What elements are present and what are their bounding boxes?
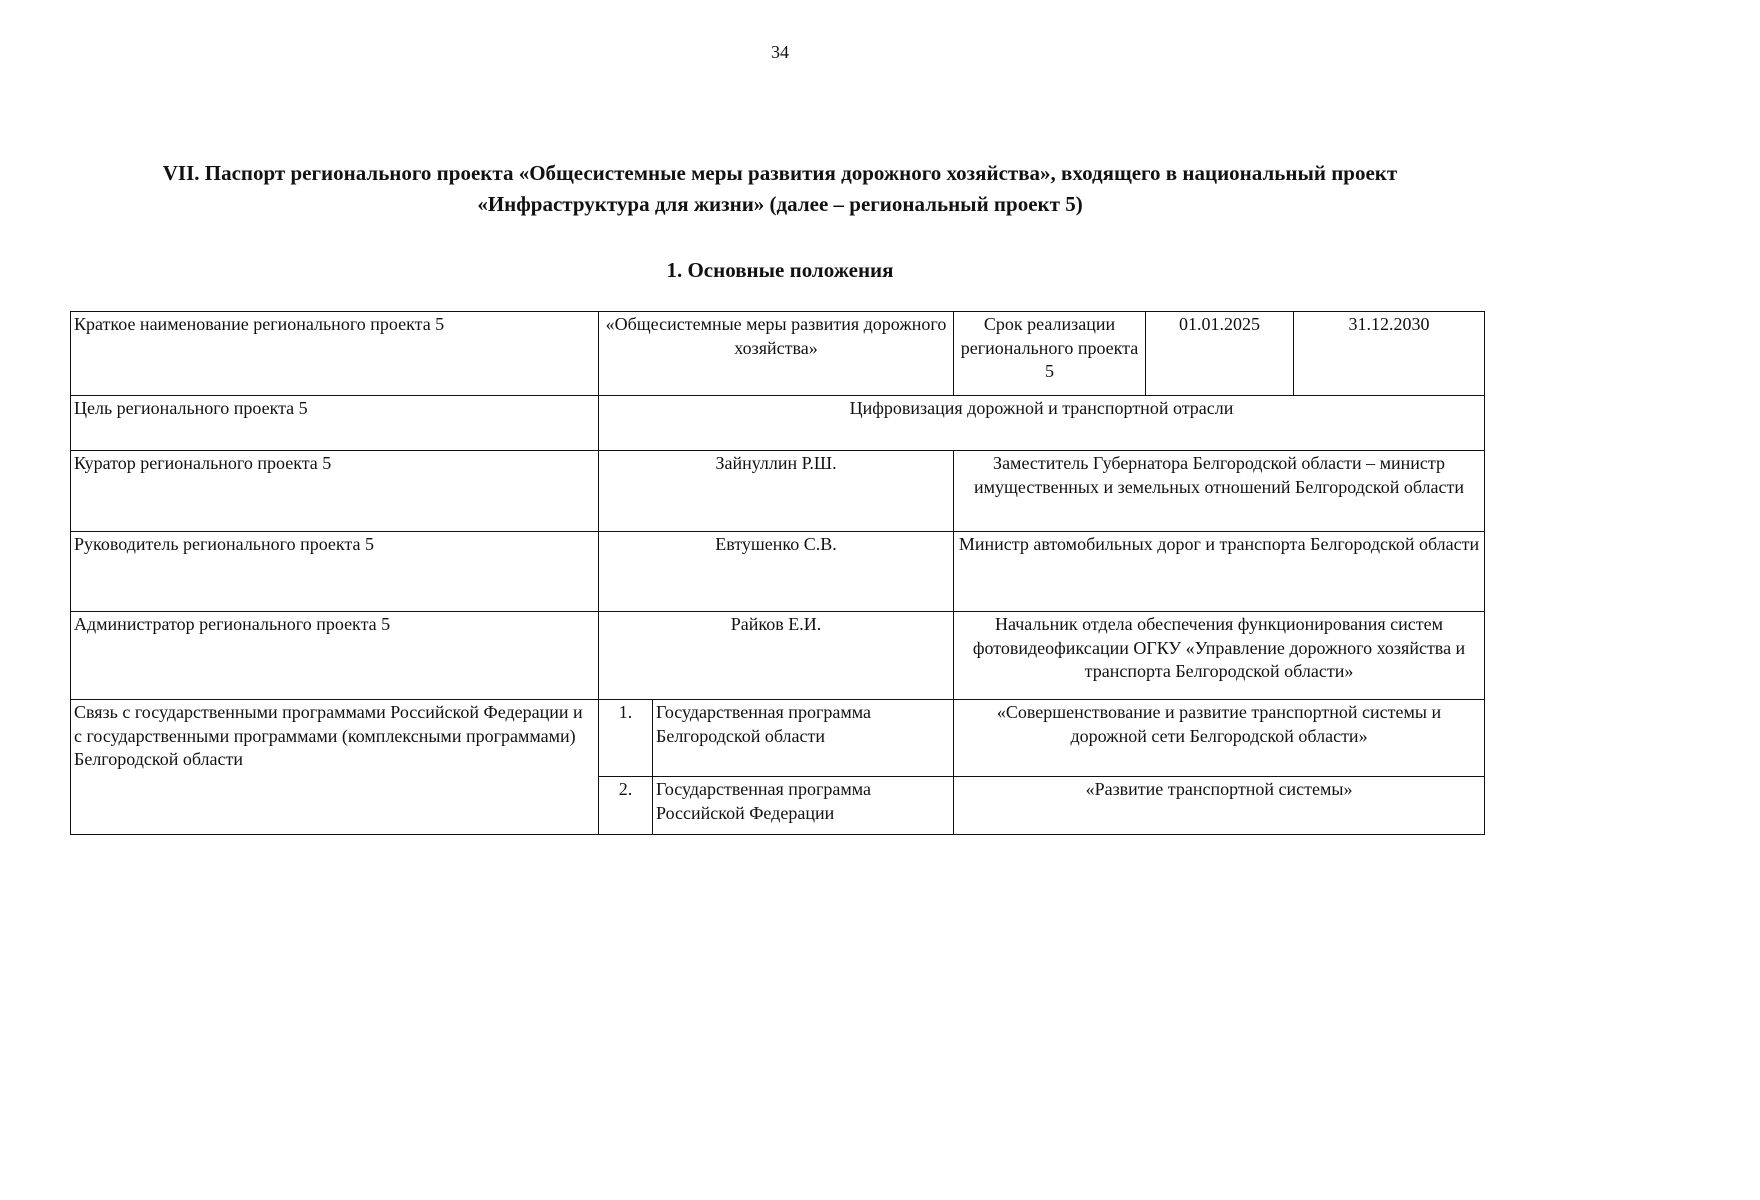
- program-number: 2.: [599, 777, 653, 835]
- program-type: Государственная программа Белгородской области: [653, 700, 954, 777]
- table-row-curator: [71, 451, 1485, 532]
- document-title-line-1: VII. Паспорт регионального проекта «Общесистемные меры развития дорожного хозяйства», входящего в национальный проект: [162, 161, 1398, 185]
- administrator-label: Администратор регионального проекта 5: [71, 612, 599, 700]
- page-number: 34: [771, 42, 789, 62]
- curator-name: Зайнуллин Р.Ш.: [599, 451, 954, 532]
- head-name: Евтушенко С.В.: [599, 532, 954, 612]
- program-name: «Совершенствование и развитие транспортной системы и дорожной сети Белгородской области»: [954, 700, 1485, 777]
- document-title-line-2: «Инфраструктура для жизни» (далее – региональный проект 5): [477, 192, 1083, 216]
- curator-label: Куратор регионального проекта 5: [71, 451, 599, 532]
- term-start-date: 01.01.2025: [1146, 312, 1294, 396]
- program-name: «Развитие транспортной системы»: [954, 777, 1485, 835]
- term-end-date: 31.12.2030: [1294, 312, 1485, 396]
- table-row-administrator: [71, 612, 1485, 700]
- document-title: [60, 158, 1500, 220]
- programs-label: Связь с государственными программами Российской Федерации и с государственными программами (комплексными программами) Белгородской области: [71, 700, 599, 835]
- head-position: Министр автомобильных дорог и транспорта Белгородской области: [954, 532, 1485, 612]
- table-row-goal: [71, 396, 1485, 451]
- administrator-name: Райков Е.И.: [599, 612, 954, 700]
- administrator-position: Начальник отдела обеспечения функционирования систем фотовидеофиксации ОГКУ «Управление дорожного хозяйства и транспорта Белгородской области»: [954, 612, 1485, 700]
- head-label: Руководитель регионального проекта 5: [71, 532, 599, 612]
- goal-value: Цифровизация дорожной и транспортной отрасли: [599, 396, 1485, 451]
- table-row-short-name: [71, 312, 1485, 396]
- program-number: 1.: [599, 700, 653, 777]
- term-label: Срок реализации регионального проекта 5: [954, 312, 1146, 396]
- short-name-label: Краткое наименование регионального проекта 5: [71, 312, 599, 396]
- section-heading: 1. Основные положения: [666, 258, 894, 282]
- curator-position: Заместитель Губернатора Белгородской области – министр имущественных и земельных отношений Белгородской области: [954, 451, 1485, 532]
- goal-label: Цель регионального проекта 5: [71, 396, 599, 451]
- table-row-head: [71, 532, 1485, 612]
- passport-table: [70, 311, 1485, 835]
- program-type: Государственная программа Российской Федерации: [653, 777, 954, 835]
- short-name-value: «Общесистемные меры развития дорожного хозяйства»: [599, 312, 954, 396]
- table-row-program-1: [71, 700, 1485, 777]
